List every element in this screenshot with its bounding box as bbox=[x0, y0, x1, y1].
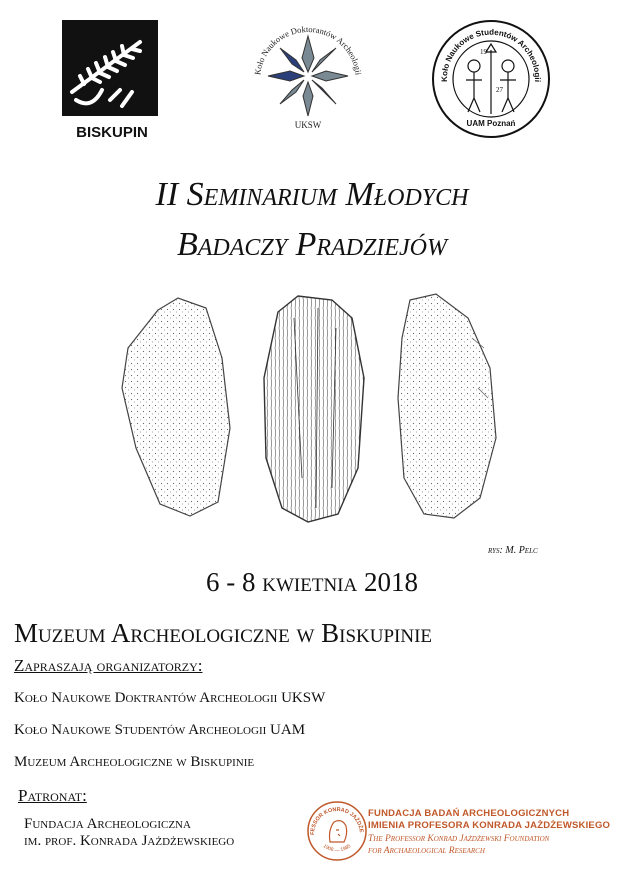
foundation-name-en-2: for Archaeological Research bbox=[368, 846, 485, 856]
uam-bottom-text: UAM Poznań bbox=[466, 119, 516, 128]
event-venue: Muzeum Archeologiczne w Biskupinie bbox=[14, 618, 433, 648]
seal-ring-text: FESSOR KONRAD JAŻDŻE bbox=[309, 806, 364, 836]
uam-year-right: 27 bbox=[496, 86, 503, 94]
seminar-title bbox=[0, 170, 624, 270]
artefact-front-view bbox=[264, 296, 364, 522]
biskupin-logo bbox=[62, 20, 158, 152]
foundation-name-pl-1: FUNDACJA BADAŃ ARCHEOLOGICZNYCH bbox=[368, 808, 570, 819]
patronage-heading: Patronat: bbox=[18, 786, 87, 805]
foundation-name-en-1: The Professor Konrad Jażdżewski Foundation bbox=[368, 834, 550, 844]
biskupin-logo-name: BISKUPIN bbox=[76, 124, 148, 141]
uksw-ring-text: Koło Naukowe Doktorantów Archeologii bbox=[252, 23, 364, 76]
arrowheads-icon bbox=[268, 36, 348, 116]
organizers-heading: Zapraszają organizatorzy: bbox=[14, 656, 203, 675]
fern-icon bbox=[62, 20, 158, 116]
patron-line-2: im. prof. Konrada Jażdżewskiego bbox=[24, 833, 235, 849]
two-figures-icon bbox=[466, 44, 516, 114]
artefact-left-view bbox=[122, 298, 230, 516]
uam-ring-text: Koło Naukowe Studentów Archeologii bbox=[439, 27, 543, 83]
uksw-bottom-text: UKSW bbox=[294, 120, 322, 130]
patron-line-1: Fundacja Archeologiczna bbox=[24, 816, 191, 832]
drawing-credit: rys: M. Pelc bbox=[488, 545, 538, 556]
foundation-seal bbox=[306, 800, 368, 862]
uam-students-circle-logo bbox=[430, 18, 552, 140]
organizer-item: Koło Naukowe Doktrantów Archeologii UKSW bbox=[14, 690, 326, 706]
title-line-1: II Seminarium Młodych bbox=[155, 176, 469, 213]
flint-artefact-drawing bbox=[118, 278, 528, 540]
artefact-right-view bbox=[398, 294, 496, 518]
biskupin-emblem bbox=[62, 20, 158, 116]
uam-year-left: 19 bbox=[480, 48, 487, 56]
event-date: 6 - 8 kwietnia 2018 bbox=[206, 567, 418, 597]
organizer-item: Muzeum Archeologiczne w Biskupinie bbox=[14, 754, 255, 770]
portrait-icon bbox=[330, 821, 347, 842]
seal-years: 1908 — 1985 bbox=[321, 843, 353, 854]
organizer-item: Koło Naukowe Studentów Archeologii UAM bbox=[14, 722, 306, 738]
foundation-logo bbox=[306, 800, 611, 862]
title-line-2: Badaczy Pradziejów bbox=[176, 226, 448, 263]
patron-name bbox=[24, 816, 234, 850]
foundation-name-pl-2: IMIENIA PROFESORA KONRADA JAŻDŻEWSKIEGO bbox=[368, 820, 611, 831]
uksw-doctoral-circle-logo bbox=[246, 14, 370, 138]
